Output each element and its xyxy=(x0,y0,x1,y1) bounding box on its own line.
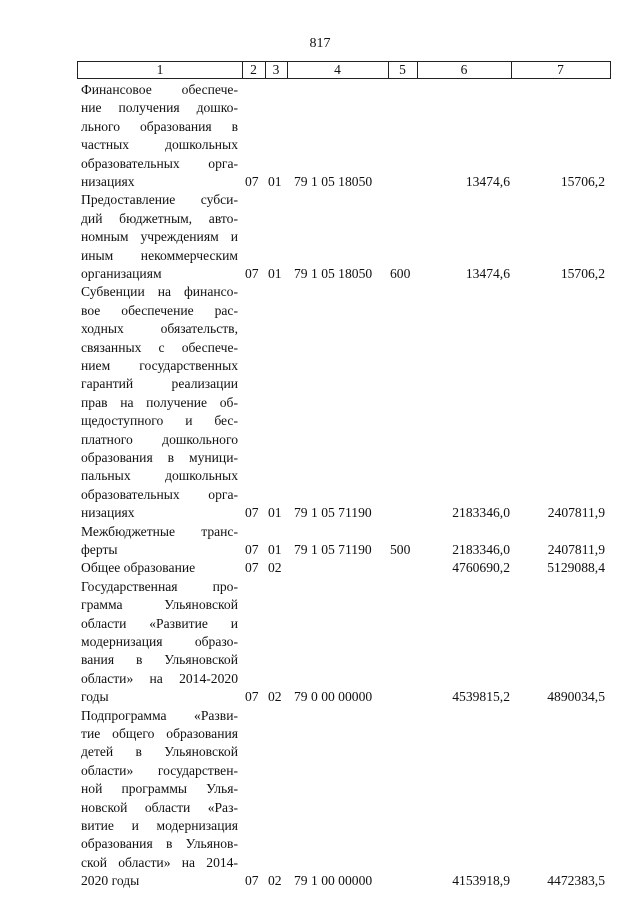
cell-c2: 07 xyxy=(245,873,259,889)
header-col-4: 4 xyxy=(287,62,389,78)
description-line: ферты xyxy=(81,541,118,557)
row-description xyxy=(81,707,238,891)
cell-c3: 01 xyxy=(268,542,282,557)
cell-c6: 2183346,0 xyxy=(452,505,510,521)
row-description xyxy=(81,523,238,560)
description-line: связанных с обеспече- xyxy=(81,339,238,355)
description-line: вое обеспечение рас- xyxy=(81,302,238,318)
cell-c5: 500 xyxy=(390,542,411,557)
cell-c3: 02 xyxy=(268,873,282,889)
cell-c6: 4539815,2 xyxy=(452,689,510,705)
description-line: модернизация образо- xyxy=(81,633,238,649)
description-line: образования в муници- xyxy=(81,449,238,465)
description-line: Субвенции на финансо- xyxy=(81,284,238,300)
description-line: тие общего образования xyxy=(81,725,238,741)
cell-c4: 79 1 05 71190 xyxy=(294,505,372,521)
description-line: низациях xyxy=(81,505,135,521)
cell-c3: 01 xyxy=(268,266,282,281)
description-line: образовательных орга- xyxy=(81,155,238,171)
header-col-7: 7 xyxy=(557,62,564,77)
row-description xyxy=(81,559,238,577)
description-line: Подпрограмма «Разви- xyxy=(81,707,238,723)
cell-c2: 07 xyxy=(245,689,259,705)
description-line: низациях xyxy=(81,173,135,189)
description-line: грамма Ульяновской xyxy=(81,597,238,613)
description-line: ской области» на 2014- xyxy=(81,854,238,870)
description-line: ной программы Улья- xyxy=(81,781,238,797)
cell-c3: 01 xyxy=(268,505,282,521)
header-col-6: 6 xyxy=(417,62,512,78)
header-col-5: 5 xyxy=(388,62,418,78)
description-line: вания в Ульяновской xyxy=(81,652,238,668)
row-description xyxy=(81,578,238,707)
description-line: Общее образование xyxy=(81,560,196,576)
description-line: детей в Ульяновской xyxy=(81,744,238,760)
cell-c4: 79 1 05 18050 xyxy=(294,174,373,189)
page-number: 817 xyxy=(309,36,331,51)
cell-c7: 4890034,5 xyxy=(547,689,605,705)
cell-c2: 07 xyxy=(245,174,259,189)
description-line: ходных обязательств, xyxy=(81,321,238,337)
cell-c2: 07 xyxy=(245,542,259,557)
cell-c4: 79 1 00 00000 xyxy=(294,873,373,889)
description-line: Финансовое обеспече- xyxy=(81,82,238,97)
cell-c3: 01 xyxy=(268,174,282,189)
cell-c7: 2407811,9 xyxy=(547,505,605,521)
row-description xyxy=(81,283,238,522)
description-line: платного дошкольного xyxy=(81,431,238,447)
description-line: прав на получение об- xyxy=(81,394,238,410)
description-line: области» государствен- xyxy=(81,762,238,778)
description-line: 2020 годы xyxy=(81,873,140,889)
header-col-3: 3 xyxy=(265,62,288,78)
cell-c3: 02 xyxy=(268,689,282,705)
cell-c6: 13474,6 xyxy=(465,266,510,281)
cell-c6: 4760690,2 xyxy=(452,560,510,576)
description-line: новской области «Раз- xyxy=(81,799,238,815)
table-header xyxy=(77,61,611,79)
description-line: области «Развитие и xyxy=(81,615,238,631)
description-line: гарантий реализации xyxy=(81,376,238,392)
description-line: номным учреждениям и xyxy=(81,229,238,245)
cell-c6: 4153918,9 xyxy=(452,873,510,889)
cell-c4: 79 1 05 18050 xyxy=(294,266,373,281)
header-col-2: 2 xyxy=(242,62,266,78)
description-line: организациям xyxy=(81,265,162,281)
description-line: иным некоммерческим xyxy=(81,247,238,263)
description-line: Межбюджетные транс- xyxy=(81,523,238,539)
cell-c5: 600 xyxy=(390,266,411,281)
cell-c2: 07 xyxy=(245,266,259,281)
cell-c7: 15706,2 xyxy=(560,174,605,189)
description-line: дий бюджетным, авто- xyxy=(81,210,238,226)
description-line: Предоставление субси- xyxy=(81,192,238,208)
cell-c7: 5129088,4 xyxy=(547,560,605,576)
description-line: образования в Ульянов- xyxy=(81,836,238,852)
description-line: нием государственных xyxy=(81,357,238,373)
cell-c2: 07 xyxy=(245,560,259,576)
description-line: льного образования в xyxy=(81,118,238,134)
cell-c7: 2407811,9 xyxy=(547,542,605,557)
description-line: частных дошкольных xyxy=(81,137,238,153)
cell-c2: 07 xyxy=(245,505,259,521)
description-line: ние получения дошко- xyxy=(81,100,238,116)
row-description xyxy=(81,81,238,191)
cell-c4: 79 0 00 00000 xyxy=(294,689,373,705)
header-col-1: 1 xyxy=(78,62,243,78)
description-line: образовательных орга- xyxy=(81,486,238,502)
description-line: годы xyxy=(81,689,109,705)
description-line: пальных дошкольных xyxy=(81,468,238,484)
cell-c4: 79 1 05 71190 xyxy=(294,542,372,557)
row-description xyxy=(81,191,238,283)
description-line: щедоступного и бес- xyxy=(81,413,238,429)
cell-c6: 2183346,0 xyxy=(452,542,510,557)
cell-c6: 13474,6 xyxy=(465,174,510,189)
description-line: Государственная про- xyxy=(81,578,238,594)
description-line: витие и модернизация xyxy=(81,817,238,833)
cell-c7: 4472383,5 xyxy=(547,873,605,889)
cell-c3: 02 xyxy=(268,560,282,576)
cell-c7: 15706,2 xyxy=(560,266,605,281)
description-line: области» на 2014-2020 xyxy=(81,670,238,686)
